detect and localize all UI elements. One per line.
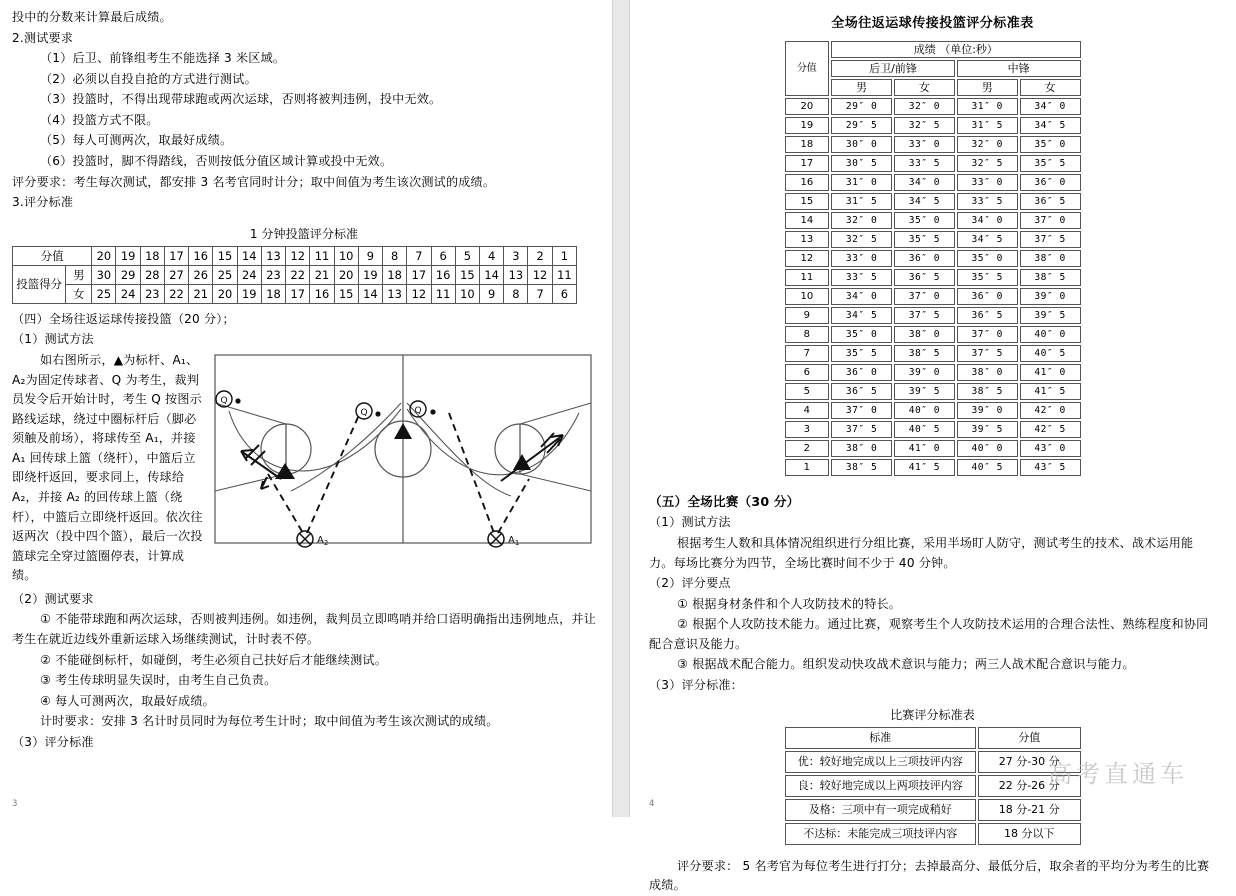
- shoot-value-cell: 8: [504, 284, 528, 303]
- score-center-male-cell: 38″ 0: [957, 364, 1018, 381]
- table-row: [785, 174, 1081, 191]
- score-table-title: 全场往返运球传接投篮评分标准表: [831, 16, 1034, 31]
- score-guard-female-cell: 40″ 5: [894, 421, 955, 438]
- page-number-left: 3: [12, 799, 18, 809]
- paragraph-line: （6）投篮时，脚不得踏线，否则按低分值区域计算或投中无效。: [40, 154, 393, 169]
- col-criteria-header: 标准: [785, 727, 976, 749]
- document-page-left: [0, 0, 612, 817]
- shoot-value-cell: 17: [286, 284, 310, 303]
- score-center-male-cell: 32″ 0: [957, 136, 1018, 153]
- shoot-value-cell: 19: [237, 284, 261, 303]
- score-center-male-cell: 39″ 5: [957, 421, 1018, 438]
- score-points-cell: 14: [785, 212, 830, 229]
- requirement-item: ② 不能碰倒标杆，如碰倒，考生必须自己扶好后才能继续测试。: [40, 652, 388, 667]
- shoot-value-cell: 21: [189, 284, 213, 303]
- score-guard-female-cell: 41″ 0: [894, 440, 955, 457]
- watermark: 高考直通车: [1048, 760, 1188, 788]
- score-center-female-cell: 39″ 5: [1020, 307, 1081, 324]
- score-guard-female-cell: 32″ 0: [894, 98, 955, 115]
- table-row: [785, 799, 1081, 821]
- sex-female-header: 女: [894, 79, 955, 96]
- score-guard-male-cell: 35″ 0: [831, 326, 892, 343]
- score-center-female-cell: 37″ 0: [1020, 212, 1081, 229]
- score-guard-male-cell: 29″ 0: [831, 98, 892, 115]
- points-item: ③ 根据战术配合能力。组织发动快攻战术意识与能力；两三人战术配合意识与能力。: [677, 657, 1135, 672]
- score-center-female-cell: 42″ 0: [1020, 402, 1081, 419]
- shoot-value-cell: 14: [358, 284, 382, 303]
- score-points-cell: 15: [785, 193, 830, 210]
- document-page-right: [631, 0, 1236, 893]
- shoot-score-cell: 3: [504, 246, 528, 265]
- section-five-title: （五）全场比赛（30 分）: [649, 494, 800, 509]
- section-four-title: （四）全场往返运球传接投篮（20 分）；: [12, 311, 235, 326]
- full-court-score-table: [783, 39, 1083, 478]
- score-guard-female-cell: 39″ 5: [894, 383, 955, 400]
- table-row: [785, 345, 1081, 362]
- score-points-cell: 17: [785, 155, 830, 172]
- table-row: [785, 98, 1081, 115]
- shoot-value-cell: 13: [504, 265, 528, 284]
- shoot-score-cell: 16: [189, 246, 213, 265]
- diagram-a2-label: A: [317, 534, 324, 546]
- shoot-score-cell: 9: [358, 246, 382, 265]
- score-points-cell: 3: [785, 421, 830, 438]
- shoot-value-cell: 12: [407, 284, 431, 303]
- table-header-row: [785, 41, 1081, 58]
- shoot-row-label: 投篮得分: [13, 265, 66, 303]
- score-center-female-cell: 41″ 5: [1020, 383, 1081, 400]
- final-note: 评分要求： 5 名考官为每位考生进行打分；去掉最高分、最低分后，取余者的平均分为考生的比赛成绩。: [649, 858, 1210, 893]
- score-points-cell: 5: [785, 383, 830, 400]
- score-guard-female-cell: 40″ 0: [894, 402, 955, 419]
- score-center-male-cell: 35″ 5: [957, 269, 1018, 286]
- score-guard-male-cell: 38″ 5: [831, 459, 892, 476]
- match-points-cell: 27 分-30 分: [978, 751, 1081, 773]
- shoot-value-cell: 18: [383, 265, 407, 284]
- score-center-female-cell: 40″ 0: [1020, 326, 1081, 343]
- score-points-cell: 20: [785, 98, 830, 115]
- shoot-value-cell: 11: [431, 284, 455, 303]
- shoot-value-cell: 13: [383, 284, 407, 303]
- shoot-value-cell: 30: [92, 265, 116, 284]
- shoot-value-cell: 20: [334, 265, 358, 284]
- score-guard-male-cell: 29″ 5: [831, 117, 892, 134]
- paragraph-line: 3.评分标准: [12, 195, 74, 210]
- shoot-value-cell: 25: [92, 284, 116, 303]
- table-row: [785, 288, 1081, 305]
- table-row: [785, 421, 1081, 438]
- shoot-score-cell: 19: [116, 246, 140, 265]
- score-guard-female-cell: 34″ 5: [894, 193, 955, 210]
- score-guard-male-cell: 30″ 0: [831, 136, 892, 153]
- score-guard-male-cell: 32″ 0: [831, 212, 892, 229]
- score-guard-male-cell: 36″ 5: [831, 383, 892, 400]
- shoot-value-cell: 26: [189, 265, 213, 284]
- score-center-female-cell: 40″ 5: [1020, 345, 1081, 362]
- points-item: ② 根据个人攻防技术能力。通过比赛，观察考生个人攻防技术运用的合理合法性、熟练程度和协同配合意识及能力。: [649, 617, 1209, 651]
- shoot-value-cell: 17: [407, 265, 431, 284]
- score-guard-female-cell: 35″ 5: [894, 231, 955, 248]
- requirement-item: ③ 考生传球明显失误时，由考生自己负责。: [40, 673, 277, 688]
- score-center-female-cell: 41″ 0: [1020, 364, 1081, 381]
- score-guard-male-cell: 37″ 0: [831, 402, 892, 419]
- paragraph-line: 2.测试要求: [12, 30, 74, 45]
- score-center-male-cell: 32″ 5: [957, 155, 1018, 172]
- score-center-female-cell: 35″ 5: [1020, 155, 1081, 172]
- table-row: [785, 751, 1081, 773]
- requirement-item: 计时要求：安排 3 名计时员同时为每位考生计时；取中间值为考生该次测试的成绩。: [40, 714, 499, 729]
- shoot-value-cell: 18: [261, 284, 285, 303]
- shoot-value-cell: 21: [310, 265, 334, 284]
- requirements-label: （2）测试要求: [12, 591, 94, 606]
- score-center-male-cell: 31″ 0: [957, 98, 1018, 115]
- method-label: （1）测试方法: [12, 332, 94, 347]
- shoot-score-cell: 10: [334, 246, 358, 265]
- shoot-score-cell: 12: [286, 246, 310, 265]
- svg-text:A1: [508, 535, 519, 547]
- shoot-score-cell: 13: [261, 246, 285, 265]
- score-guard-male-cell: 31″ 5: [831, 193, 892, 210]
- shoot-score-cell: 6: [431, 246, 455, 265]
- score-points-cell: 10: [785, 288, 830, 305]
- score-center-female-cell: 39″ 0: [1020, 288, 1081, 305]
- score-center-female-cell: 38″ 5: [1020, 269, 1081, 286]
- shoot-score-cell: 8: [383, 246, 407, 265]
- score-points-cell: 11: [785, 269, 830, 286]
- table-row: [785, 193, 1081, 210]
- grading-label: （3）评分标准: [12, 734, 94, 749]
- score-guard-female-cell: 41″ 5: [894, 459, 955, 476]
- score-center-male-cell: 39″ 0: [957, 402, 1018, 419]
- paragraph-line: 评分要求：考生每次测试，都安排 3 名考官同时计分；取中间值为考生该次测试的成绩。: [12, 174, 496, 189]
- shoot-score-cell: 11: [310, 246, 334, 265]
- score-center-male-cell: 37″ 0: [957, 326, 1018, 343]
- shoot-value-cell: 25: [213, 265, 237, 284]
- score-guard-female-cell: 38″ 5: [894, 345, 955, 362]
- shoot-score-cell: 4: [479, 246, 503, 265]
- shoot-sex-cell: 女: [66, 284, 92, 303]
- col-points-header: 分值: [785, 41, 830, 96]
- diagram-a1-label: A: [508, 534, 515, 546]
- paragraph-line: （3）投篮时，不得出现带球跑或两次运球，否则将被判违例，投中无效。: [40, 92, 442, 107]
- score-guard-male-cell: 31″ 0: [831, 174, 892, 191]
- method-label-right: （1）测试方法: [649, 515, 731, 530]
- requirement-item: ① 不能带球跑和两次运球，否则被判违例。如违例，裁判员立即鸣哨并给口语明确指出违例地点，并让考生在就近边线外重新运球入场继续测试，计时表不停。: [12, 612, 597, 647]
- shoot-value-cell: 15: [455, 265, 479, 284]
- diagram-a1-sub: 1: [514, 538, 520, 547]
- match-criteria-cell: 及格：三项中有一项完成稍好: [785, 799, 976, 821]
- table-row: [785, 775, 1081, 797]
- match-table-title: 比赛评分标准表: [890, 707, 975, 722]
- match-criteria-cell: 优：较好地完成以上三项技评内容: [785, 751, 976, 773]
- score-guard-female-cell: 35″ 0: [894, 212, 955, 229]
- table-row: [13, 265, 577, 284]
- score-guard-male-cell: 36″ 0: [831, 364, 892, 381]
- shoot-value-cell: 24: [237, 265, 261, 284]
- score-center-male-cell: 38″ 5: [957, 383, 1018, 400]
- score-center-female-cell: 36″ 0: [1020, 174, 1081, 191]
- match-grading-table: [783, 725, 1083, 847]
- shoot-score-cell: 15: [213, 246, 237, 265]
- table-row: [785, 212, 1081, 229]
- score-guard-male-cell: 32″ 5: [831, 231, 892, 248]
- points-item: ① 根据身材条件和个人攻防技术的特长。: [677, 596, 902, 611]
- sex-female-header: 女: [1020, 79, 1081, 96]
- table-row: [785, 117, 1081, 134]
- score-points-cell: 9: [785, 307, 830, 324]
- diagram-a2-sub: 2: [323, 538, 329, 547]
- paragraph-line: （5）每人可测两次，取最好成绩。: [40, 133, 233, 148]
- table-header-row: [785, 727, 1081, 749]
- page-number-right: 4: [649, 799, 655, 809]
- page-gutter: [612, 0, 630, 817]
- method-text: 如右图所示，▲为标杆、A₁、A₂为固定传球者、Q 为考生，裁判员发令后开始计时，考生 Q 按图示路线运球，绕过中圈标杆后（脚必须触及前场），将球传至 A₁，并接 A₁ 回传球上篮（绕杆），中篮后立即绕杆返回，要求同上，传球给 A₂，并接 A₂ 的回传球上篮（绕杆），中篮后立即绕杆返回。依次往返两次（投中四个篮），最后一次投篮球完全穿过篮圈停表，计算成绩。: [12, 352, 203, 583]
- diagram-q-label-1: Q: [220, 395, 228, 406]
- match-criteria-cell: 不达标：未能完成三项技评内容: [785, 823, 976, 845]
- score-center-female-cell: 34″ 5: [1020, 117, 1081, 134]
- score-guard-male-cell: 33″ 5: [831, 269, 892, 286]
- score-points-cell: 12: [785, 250, 830, 267]
- shoot-value-cell: 16: [310, 284, 334, 303]
- score-center-female-cell: 35″ 0: [1020, 136, 1081, 153]
- shoot-value-cell: 9: [479, 284, 503, 303]
- score-points-cell: 2: [785, 440, 830, 457]
- table-row: [785, 155, 1081, 172]
- score-center-male-cell: 34″ 0: [957, 212, 1018, 229]
- shoot-value-cell: 23: [140, 284, 164, 303]
- score-center-male-cell: 40″ 0: [957, 440, 1018, 457]
- shoot-value-cell: 23: [261, 265, 285, 284]
- score-points-cell: 19: [785, 117, 830, 134]
- score-points-cell: 4: [785, 402, 830, 419]
- score-guard-female-cell: 36″ 0: [894, 250, 955, 267]
- sex-male-header: 男: [831, 79, 892, 96]
- shoot-value-cell: 15: [334, 284, 358, 303]
- table-row: [785, 231, 1081, 248]
- score-guard-male-cell: 30″ 5: [831, 155, 892, 172]
- shoot-value-cell: 14: [479, 265, 503, 284]
- score-guard-female-cell: 33″ 0: [894, 136, 955, 153]
- paragraph-line: （2）必须以自投自抢的方式进行测试。: [40, 71, 257, 86]
- score-guard-male-cell: 35″ 5: [831, 345, 892, 362]
- points-label: （2）评分要点: [649, 576, 731, 591]
- shoot-value-cell: 11: [552, 265, 576, 284]
- table-row: [13, 246, 577, 265]
- shoot-table-title: 1 分钟投篮评分标准: [249, 226, 359, 241]
- table-row: [785, 307, 1081, 324]
- score-guard-female-cell: 37″ 5: [894, 307, 955, 324]
- score-center-male-cell: 36″ 5: [957, 307, 1018, 324]
- shoot-score-cell: 2: [528, 246, 552, 265]
- score-center-male-cell: 33″ 5: [957, 193, 1018, 210]
- score-guard-female-cell: 36″ 5: [894, 269, 955, 286]
- score-guard-male-cell: 34″ 5: [831, 307, 892, 324]
- shoot-value-cell: 16: [431, 265, 455, 284]
- shoot-score-cell: 5: [455, 246, 479, 265]
- shoot-header-label: 分值: [13, 246, 92, 265]
- shoot-value-cell: 6: [552, 284, 576, 303]
- shoot-value-cell: 10: [455, 284, 479, 303]
- shoot-value-cell: 12: [528, 265, 552, 284]
- diagram-q-label-3: Q: [414, 405, 422, 416]
- diagram-q-label-2: Q: [360, 407, 368, 418]
- court-diagram-svg: [211, 351, 596, 551]
- score-guard-male-cell: 37″ 5: [831, 421, 892, 438]
- shoot-value-cell: 27: [164, 265, 188, 284]
- score-center-male-cell: 31″ 5: [957, 117, 1018, 134]
- score-points-cell: 8: [785, 326, 830, 343]
- score-center-male-cell: 40″ 5: [957, 459, 1018, 476]
- table-row: [13, 284, 577, 303]
- shoot-score-cell: 17: [164, 246, 188, 265]
- match-criteria-cell: 良：较好地完成以上两项技评内容: [785, 775, 976, 797]
- score-center-female-cell: 43″ 0: [1020, 440, 1081, 457]
- shoot-score-cell: 20: [92, 246, 116, 265]
- shoot-value-cell: 19: [358, 265, 382, 284]
- table-row: [785, 823, 1081, 845]
- shoot-value-cell: 7: [528, 284, 552, 303]
- requirement-item: ④ 每人可测两次，取最好成绩。: [40, 693, 215, 708]
- table-row: [785, 326, 1081, 343]
- score-center-male-cell: 34″ 5: [957, 231, 1018, 248]
- score-points-cell: 18: [785, 136, 830, 153]
- score-guard-female-cell: 37″ 0: [894, 288, 955, 305]
- score-center-female-cell: 42″ 5: [1020, 421, 1081, 438]
- shoot-score-cell: 7: [407, 246, 431, 265]
- score-guard-male-cell: 34″ 0: [831, 288, 892, 305]
- score-guard-female-cell: 39″ 0: [894, 364, 955, 381]
- score-guard-male-cell: 33″ 0: [831, 250, 892, 267]
- match-points-cell: 18 分-21 分: [978, 799, 1081, 821]
- score-center-female-cell: 38″ 0: [1020, 250, 1081, 267]
- paragraph-line: （1）后卫、前锋组考生不能选择 3 米区域。: [40, 51, 286, 66]
- score-center-male-cell: 35″ 0: [957, 250, 1018, 267]
- score-center-female-cell: 37″ 5: [1020, 231, 1081, 248]
- score-points-cell: 16: [785, 174, 830, 191]
- group-center-header: 中锋: [957, 60, 1081, 77]
- score-points-cell: 7: [785, 345, 830, 362]
- shoot-value-cell: 24: [116, 284, 140, 303]
- paragraph-line: （4）投篮方式不限。: [40, 112, 159, 127]
- score-guard-male-cell: 38″ 0: [831, 440, 892, 457]
- score-points-cell: 1: [785, 459, 830, 476]
- score-center-male-cell: 37″ 5: [957, 345, 1018, 362]
- shoot-value-cell: 22: [164, 284, 188, 303]
- table-row: [785, 383, 1081, 400]
- table-row: [785, 269, 1081, 286]
- score-center-male-cell: 33″ 0: [957, 174, 1018, 191]
- table-row: [785, 459, 1081, 476]
- score-center-male-cell: 36″ 0: [957, 288, 1018, 305]
- shoot-value-cell: 22: [286, 265, 310, 284]
- shoot-sex-cell: 男: [66, 265, 92, 284]
- table-row: [785, 402, 1081, 419]
- sex-male-header: 男: [957, 79, 1018, 96]
- shoot-value-cell: 20: [213, 284, 237, 303]
- score-center-female-cell: 36″ 5: [1020, 193, 1081, 210]
- grading-label-right: （3）评分标准：: [649, 678, 743, 693]
- paragraph-line: 投中的分数来计算最后成绩。: [12, 10, 172, 24]
- score-center-female-cell: 34″ 0: [1020, 98, 1081, 115]
- shoot-value-cell: 28: [140, 265, 164, 284]
- method-text-right: 根据考生人数和具体情况组织进行分组比赛，采用半场盯人防守，测试考生的技术、战术运用能力。每场比赛分为四节，全场比赛时间不少于 40 分钟。: [649, 535, 1194, 570]
- table-row: [785, 364, 1081, 381]
- match-points-cell: 22 分-26 分: [978, 775, 1081, 797]
- court-diagram: [211, 351, 596, 561]
- col-points-header: 分值: [978, 727, 1081, 749]
- table-row: [785, 136, 1081, 153]
- score-guard-female-cell: 33″ 5: [894, 155, 955, 172]
- shoot-score-table: [12, 246, 577, 304]
- score-guard-female-cell: 34″ 0: [894, 174, 955, 191]
- svg-text:A2: [317, 535, 328, 547]
- shoot-score-cell: 1: [552, 246, 576, 265]
- score-guard-female-cell: 32″ 5: [894, 117, 955, 134]
- table-row: [785, 250, 1081, 267]
- score-guard-female-cell: 38″ 0: [894, 326, 955, 343]
- col-result-header: 成绩 （单位:秒）: [831, 41, 1080, 58]
- score-points-cell: 6: [785, 364, 830, 381]
- score-center-female-cell: 43″ 5: [1020, 459, 1081, 476]
- shoot-score-cell: 14: [237, 246, 261, 265]
- table-row: [785, 440, 1081, 457]
- shoot-value-cell: 29: [116, 265, 140, 284]
- score-points-cell: 13: [785, 231, 830, 248]
- match-points-cell: 18 分以下: [978, 823, 1081, 845]
- group-guard-header: 后卫/前锋: [831, 60, 955, 77]
- shoot-score-cell: 18: [140, 246, 164, 265]
